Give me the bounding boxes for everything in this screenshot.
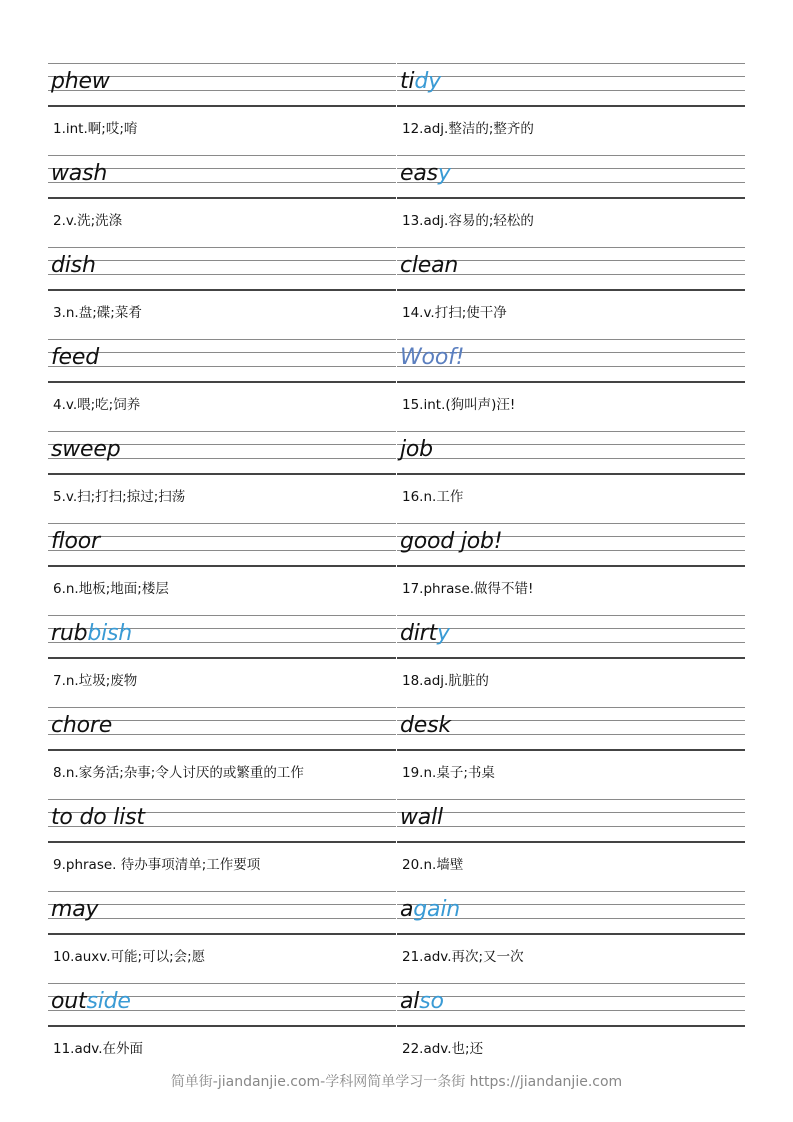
writing-guide-line — [48, 983, 396, 984]
vocab-word — [51, 805, 145, 830]
word-part-highlighted: so — [419, 989, 444, 1014]
vocab-entry — [48, 247, 396, 339]
writing-guide-line — [48, 707, 396, 708]
writing-guide-line — [48, 799, 396, 800]
writing-guide-line — [48, 536, 396, 537]
vocab-word — [400, 69, 441, 94]
writing-guide-line — [397, 381, 745, 383]
vocab-definition: 15.int.(狗叫声)汪! — [402, 397, 516, 413]
writing-guide-line — [48, 904, 396, 905]
writing-guide-line — [397, 197, 745, 199]
vocab-word — [400, 253, 458, 278]
word-part: chore — [51, 713, 113, 738]
vocab-definition: 8.n.家务活;杂事;令人讨厌的或繁重的工作 — [53, 765, 304, 781]
writing-guide-line — [48, 933, 396, 935]
vocab-definition: 3.n.盘;碟;菜肴 — [53, 305, 142, 321]
writing-guide-line — [397, 76, 745, 77]
writing-guide-line — [397, 841, 745, 843]
vocab-word — [400, 897, 460, 922]
word-part: dirt — [400, 621, 437, 646]
word-part-highlighted: y — [437, 161, 451, 186]
writing-guide-line — [48, 615, 396, 616]
word-part: out — [51, 989, 87, 1014]
vocab-entry — [397, 155, 745, 247]
writing-guide-line — [48, 918, 396, 919]
writing-guide-line — [397, 523, 745, 524]
writing-guide-line — [48, 1025, 396, 1027]
vocab-word — [51, 437, 121, 462]
writing-guide-line — [397, 458, 745, 459]
word-part: to do list — [51, 805, 145, 830]
word-part: wall — [400, 805, 443, 830]
writing-guide-line — [48, 260, 396, 261]
word-part: a — [400, 897, 414, 922]
footer-text: 简单街-jiandanjie.com-学科网简单学习一条街 https://jiandanjie.com — [170, 1074, 623, 1090]
vocab-definition: 1.int.啊;哎;唷 — [53, 121, 138, 137]
vocab-entry — [48, 615, 396, 707]
vocab-entry — [48, 891, 396, 983]
vocab-word — [51, 897, 98, 922]
vocab-definition: 11.adv.在外面 — [53, 1041, 144, 1057]
writing-guide-line — [397, 812, 745, 813]
vocab-word — [400, 161, 451, 186]
vocab-entry — [397, 247, 745, 339]
writing-guide-line — [48, 339, 396, 340]
writing-guide-line — [48, 657, 396, 659]
vocab-entry — [397, 983, 745, 1075]
word-part-highlighted: y — [436, 621, 450, 646]
writing-guide-line — [397, 155, 745, 156]
writing-guide-line — [48, 841, 396, 843]
writing-guide-line — [397, 473, 745, 475]
vocab-entry — [397, 431, 745, 523]
writing-guide-line — [48, 155, 396, 156]
vocab-entry — [397, 63, 745, 155]
word-part: job — [400, 437, 433, 462]
writing-guide-line — [48, 366, 396, 367]
writing-guide-line — [48, 749, 396, 751]
vocab-definition: 13.adj.容易的;轻松的 — [402, 213, 534, 229]
word-part: clean — [400, 253, 459, 278]
vocab-definition: 4.v.喂;吃;饲养 — [53, 397, 141, 413]
vocab-word — [51, 529, 100, 554]
writing-guide-line — [397, 431, 745, 432]
vocab-word — [51, 713, 112, 738]
writing-guide-line — [397, 615, 745, 616]
vocab-entry — [397, 891, 745, 983]
writing-guide-line — [48, 289, 396, 291]
word-part: wash — [51, 161, 108, 186]
vocab-word — [400, 989, 444, 1014]
writing-guide-line — [48, 431, 396, 432]
word-part: good job! — [400, 529, 503, 554]
writing-guide-line — [48, 891, 396, 892]
writing-guide-line — [48, 352, 396, 353]
word-part: floor — [51, 529, 100, 554]
writing-guide-line — [397, 63, 745, 64]
writing-guide-line — [48, 197, 396, 199]
writing-guide-line — [397, 933, 745, 935]
word-part: sweep — [51, 437, 121, 462]
writing-guide-line — [48, 550, 396, 551]
word-part-highlighted: Woof! — [400, 345, 465, 370]
vocab-entry — [48, 707, 396, 799]
vocab-word — [51, 989, 131, 1014]
vocab-definition: 18.adj.肮脏的 — [402, 673, 489, 689]
word-part: al — [400, 989, 420, 1014]
writing-guide-line — [397, 90, 745, 91]
vocab-entry — [48, 155, 396, 247]
writing-guide-line — [48, 274, 396, 275]
vocab-word — [51, 69, 110, 94]
word-part-highlighted: dy — [414, 69, 441, 94]
writing-guide-line — [397, 339, 745, 340]
writing-guide-line — [397, 983, 745, 984]
vocab-entry — [397, 799, 745, 891]
word-part: phew — [51, 69, 110, 94]
writing-guide-line — [48, 473, 396, 475]
vocab-entry — [48, 339, 396, 431]
vocab-word — [400, 621, 450, 646]
word-part: rub — [51, 621, 88, 646]
vocab-definition: 21.adv.再次;又一次 — [402, 949, 524, 965]
word-part: desk — [400, 713, 451, 738]
vocab-definition: 14.v.打扫;使干净 — [402, 305, 507, 321]
vocab-word — [400, 713, 451, 738]
word-part-highlighted: bish — [87, 621, 133, 646]
vocab-entry — [397, 339, 745, 431]
vocab-definition: 10.auxv.可能;可以;会;愿 — [53, 949, 206, 965]
vocab-entry — [48, 799, 396, 891]
writing-guide-line — [397, 707, 745, 708]
vocab-entry — [48, 431, 396, 523]
vocab-word — [400, 529, 502, 554]
writing-guide-line — [397, 826, 745, 827]
vocab-definition: 2.v.洗;洗涤 — [53, 213, 123, 229]
writing-guide-line — [48, 565, 396, 567]
vocab-word — [51, 253, 96, 278]
word-part-highlighted: side — [86, 989, 131, 1014]
writing-guide-line — [397, 565, 745, 567]
writing-guide-line — [397, 891, 745, 892]
vocab-definition: 5.v.扫;打扫;掠过;扫荡 — [53, 489, 186, 505]
vocab-entry — [48, 523, 396, 615]
vocab-definition: 19.n.桌子;书桌 — [402, 765, 495, 781]
writing-guide-line — [48, 523, 396, 524]
writing-guide-line — [397, 657, 745, 659]
vocab-word — [51, 621, 132, 646]
writing-guide-line — [48, 63, 396, 64]
vocab-word — [400, 805, 443, 830]
writing-guide-line — [397, 799, 745, 800]
writing-guide-line — [48, 381, 396, 383]
vocab-definition: 7.n.垃圾;废物 — [53, 673, 138, 689]
vocab-definition: 12.adj.整洁的;整齐的 — [402, 121, 534, 137]
writing-guide-line — [397, 749, 745, 751]
word-part: feed — [51, 345, 99, 370]
word-part: ti — [400, 69, 415, 94]
writing-guide-line — [48, 105, 396, 107]
vocab-definition: 20.n.墙壁 — [402, 857, 464, 873]
writing-guide-line — [397, 1010, 745, 1011]
vocab-definition: 16.n.工作 — [402, 489, 464, 505]
vocab-definition: 22.adv.也;还 — [402, 1041, 484, 1057]
vocab-word — [51, 345, 99, 370]
writing-guide-line — [397, 996, 745, 997]
vocab-entry — [397, 615, 745, 707]
writing-guide-line — [397, 444, 745, 445]
word-part: may — [51, 897, 99, 922]
vocab-word — [51, 161, 107, 186]
writing-guide-line — [397, 1025, 745, 1027]
vocab-word — [400, 345, 464, 370]
writing-guide-line — [397, 247, 745, 248]
vocab-definition: 17.phrase.做得不错! — [402, 581, 534, 597]
vocab-definition: 6.n.地板;地面;楼层 — [53, 581, 169, 597]
word-part: eas — [400, 161, 438, 186]
word-part-highlighted: gain — [413, 897, 460, 922]
word-part: dish — [51, 253, 96, 278]
writing-guide-line — [48, 247, 396, 248]
writing-guide-line — [397, 289, 745, 291]
vocab-entry — [397, 707, 745, 799]
vocab-word — [400, 437, 433, 462]
vocab-entry — [48, 63, 396, 155]
vocab-entry — [397, 523, 745, 615]
vocab-definition: 9.phrase. 待办事项清单;工作要项 — [53, 857, 261, 873]
writing-guide-line — [397, 105, 745, 107]
vocab-entry — [48, 983, 396, 1075]
